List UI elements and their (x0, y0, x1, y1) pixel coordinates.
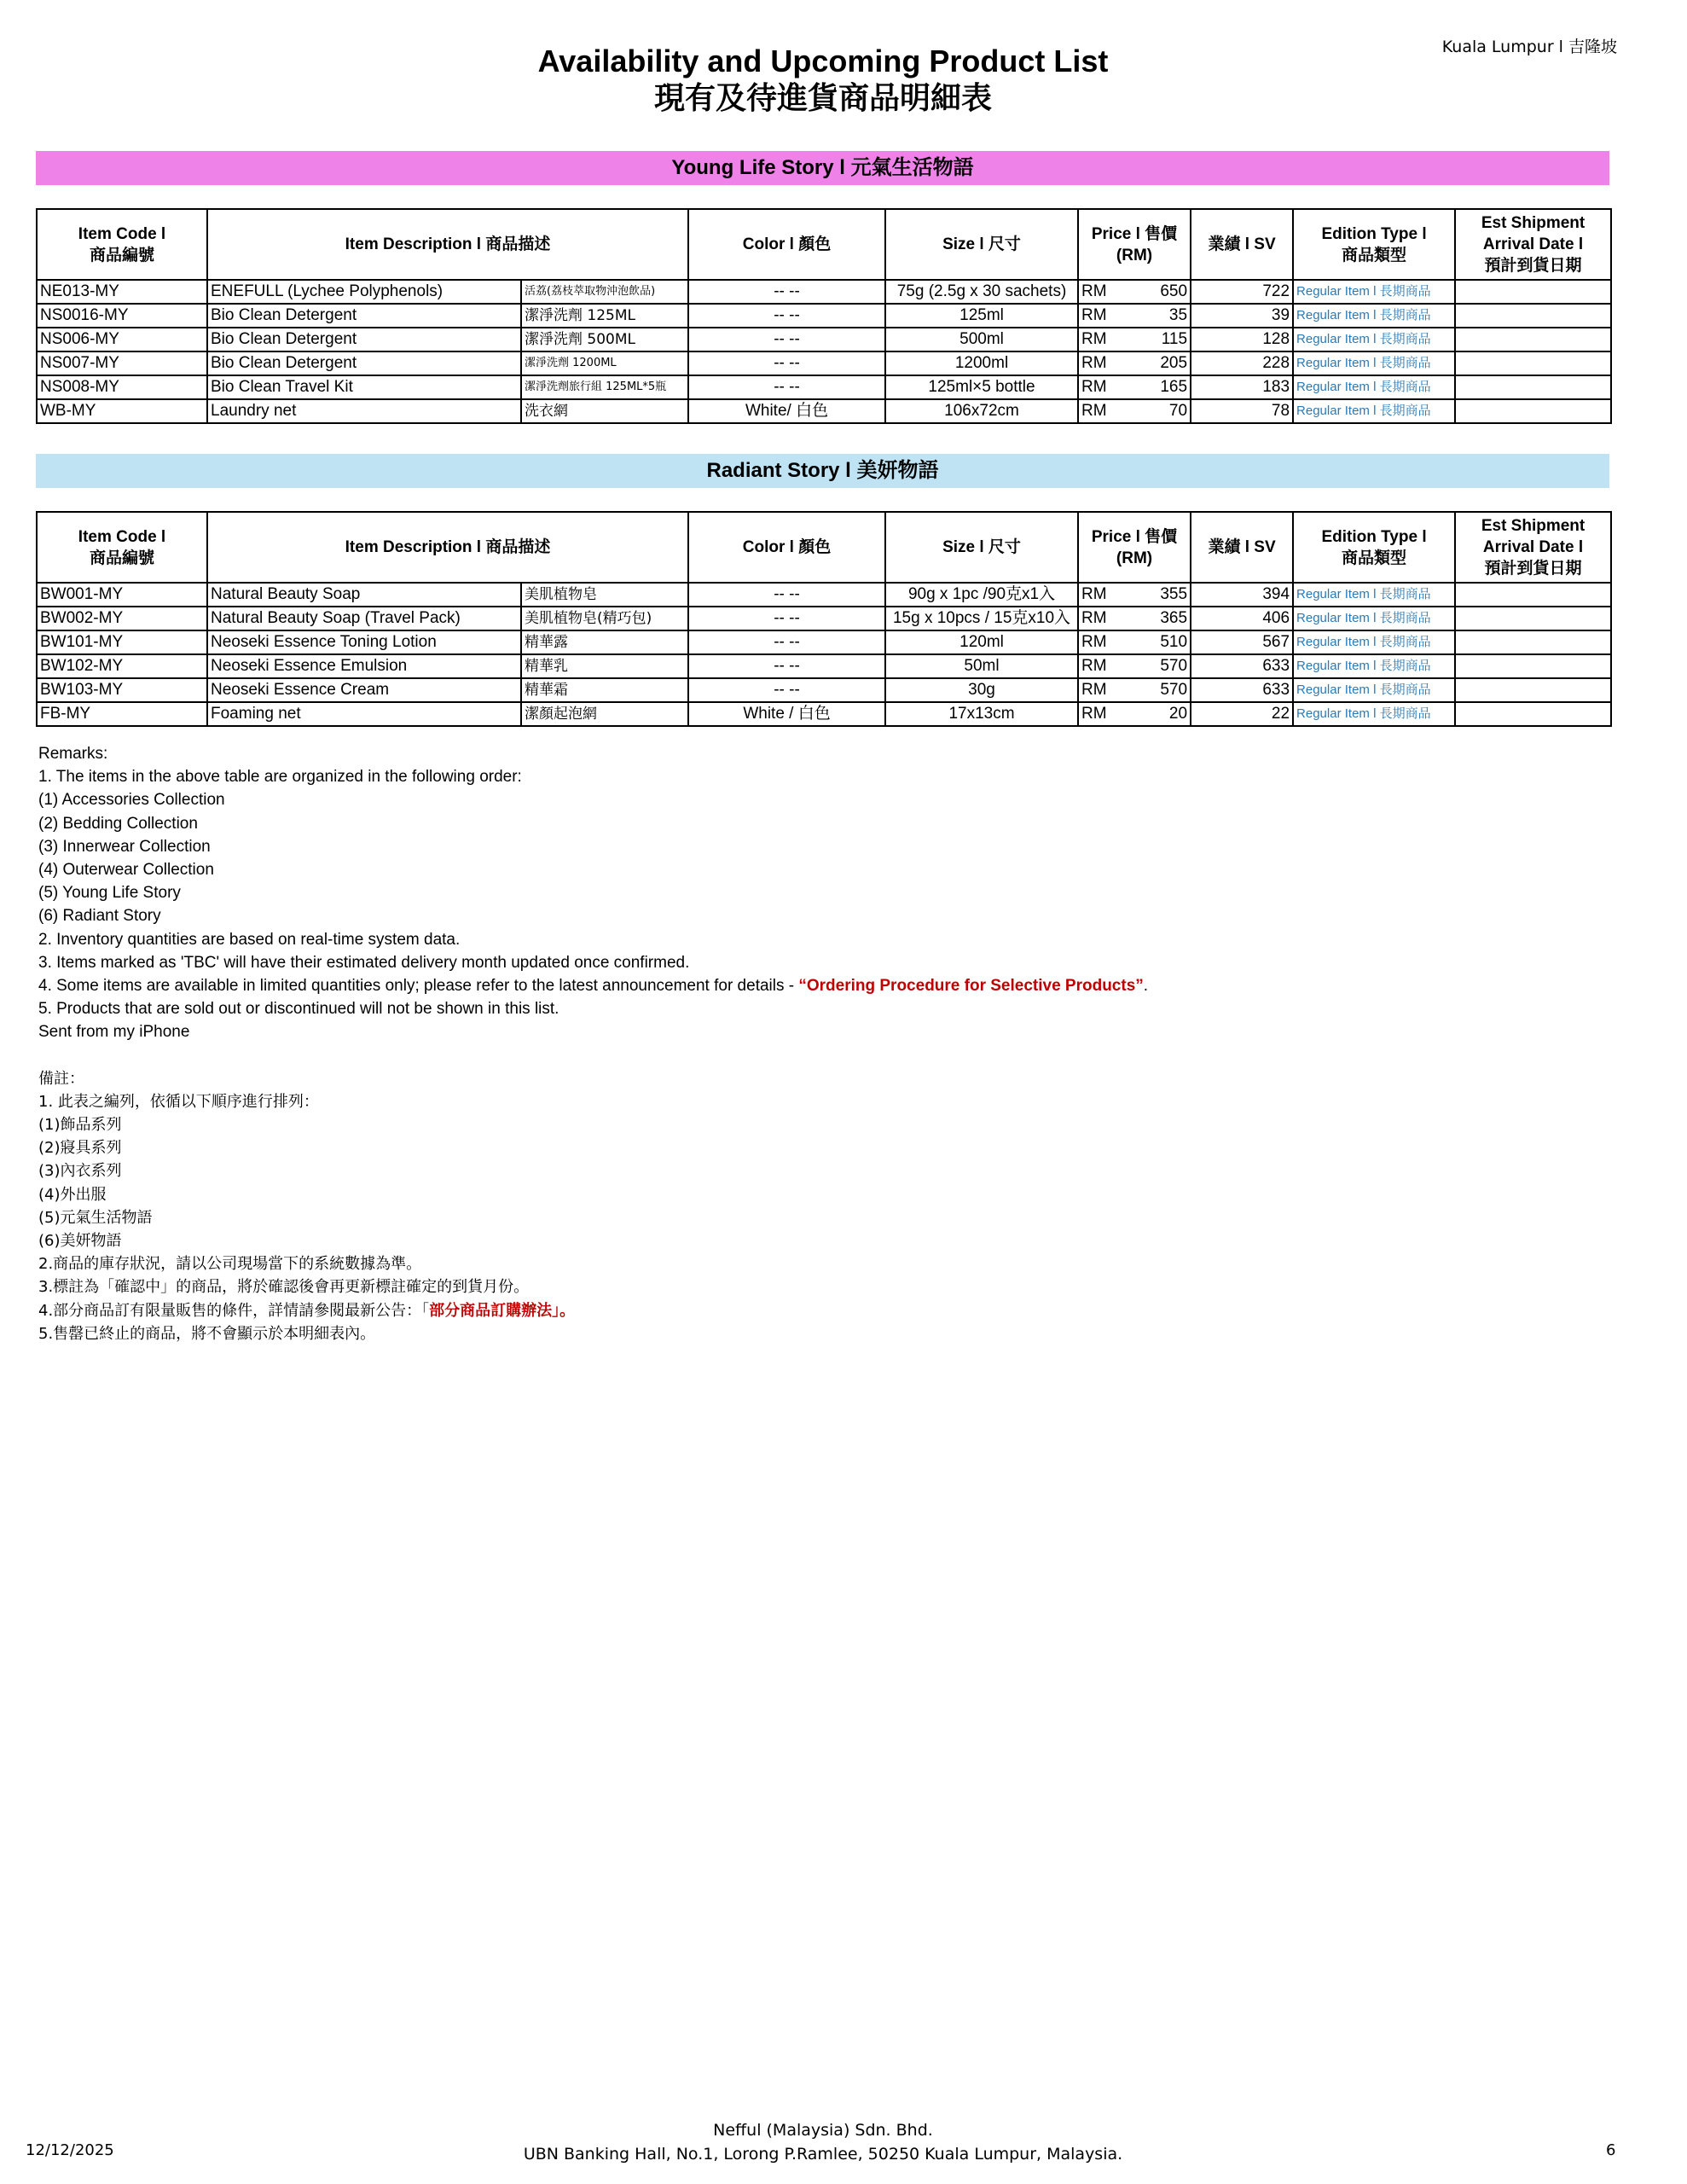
price-currency: RM (1078, 654, 1139, 678)
item-code: NS0016-MY (37, 304, 207, 328)
item-description-en: Neoseki Essence Cream (207, 678, 521, 702)
item-description-zh: 精華霜 (521, 678, 688, 702)
table-row (37, 630, 1611, 654)
header-price-line: (RM) (1116, 246, 1153, 264)
price-value: 650 (1139, 280, 1191, 304)
item-color: White / 白色 (688, 702, 885, 726)
item-size: 30g (885, 678, 1078, 702)
item-size: 15g x 10pcs / 15克x10入 (885, 607, 1078, 630)
ordering-procedure-link-zh[interactable]: 部分商品訂購辦法 (429, 1301, 553, 1320)
item-code: BW102-MY (37, 654, 207, 678)
edition-type: Regular Item l 長期商品 (1293, 304, 1455, 328)
remark-line: (3) Innerwear Collection (38, 837, 211, 856)
remark-line: 備註： (38, 1069, 84, 1088)
price-currency: RM (1078, 607, 1139, 630)
remark-line: 5. Products that are sold out or discontinued will not be shown in this list. (38, 1000, 559, 1019)
remark-4-zh-text: 4.部分商品訂有限量販售的條件，詳情請參閱最新公告：「 (38, 1301, 430, 1320)
price-currency: RM (1078, 630, 1139, 654)
edition-type: Regular Item l 長期商品 (1293, 351, 1455, 375)
header-row (37, 209, 1611, 280)
est-shipment (1455, 702, 1611, 726)
est-shipment (1455, 654, 1611, 678)
est-shipment (1455, 375, 1611, 399)
table-row (37, 351, 1611, 375)
header-item-description: Item Description l 商品描述 (207, 512, 688, 583)
remark-line: (1)飾品系列 (38, 1116, 122, 1134)
header-est-shipment (1455, 209, 1611, 280)
product-table-radiant (36, 511, 1612, 727)
price-currency: RM (1078, 399, 1139, 423)
item-description-en: Bio Clean Detergent (207, 304, 521, 328)
table-row (37, 304, 1611, 328)
section-bar-young-life: Young Life Story l 元氣生活物語 (36, 151, 1609, 185)
table-row (37, 702, 1611, 726)
sv-value: 228 (1191, 351, 1293, 375)
header-size: Size l 尺寸 (885, 512, 1078, 583)
price-value: 70 (1139, 399, 1191, 423)
remarks-english-tail (38, 997, 1148, 1043)
item-description-en: Neoseki Essence Toning Lotion (207, 630, 521, 654)
remark-line: 3.標註為「確認中」的商品，將於確認後會再更新標註確定的到貨月份。 (38, 1278, 530, 1297)
header-item-code (37, 209, 207, 280)
price-value: 165 (1139, 375, 1191, 399)
price-currency: RM (1078, 702, 1139, 726)
est-shipment (1455, 630, 1611, 654)
item-code: NS007-MY (37, 351, 207, 375)
item-description-en: Laundry net (207, 399, 521, 423)
price-currency: RM (1078, 375, 1139, 399)
item-description-en: Natural Beauty Soap (207, 583, 521, 607)
header-edition-type-line: 商品類型 (1342, 246, 1407, 264)
item-color: -- -- (688, 280, 885, 304)
edition-type: Regular Item l 長期商品 (1293, 678, 1455, 702)
item-size: 90g x 1pc /90克x1入 (885, 583, 1078, 607)
item-size: 50ml (885, 654, 1078, 678)
edition-type: Regular Item l 長期商品 (1293, 583, 1455, 607)
est-shipment (1455, 607, 1611, 630)
item-description-zh: 美肌植物皂 (521, 583, 688, 607)
header-est-shipment-line: 預計到貨日期 (1484, 257, 1582, 275)
header-item-code-line: Item Code l (78, 527, 166, 546)
item-code: FB-MY (37, 702, 207, 726)
header-price (1078, 512, 1191, 583)
remark-line: (5)元氣生活物語 (38, 1208, 153, 1227)
est-shipment (1455, 678, 1611, 702)
price-currency: RM (1078, 583, 1139, 607)
price-value: 570 (1139, 678, 1191, 702)
remark-line: 3. Items marked as 'TBC' will have their estimated delivery month updated once confirmed. (38, 953, 690, 972)
table-row (37, 328, 1611, 351)
price-value: 365 (1139, 607, 1191, 630)
remark-line: 2. Inventory quantities are based on real-time system data. (38, 930, 461, 949)
item-description-en: Bio Clean Detergent (207, 328, 521, 351)
item-description-en: ENEFULL (Lychee Polyphenols) (207, 280, 521, 304)
item-color: -- -- (688, 654, 885, 678)
price-currency: RM (1078, 328, 1139, 351)
header-item-description: Item Description l 商品描述 (207, 209, 688, 280)
header-edition-type-line: Edition Type l (1321, 224, 1427, 243)
remark-line: (5) Young Life Story (38, 884, 181, 903)
page-title (0, 43, 1646, 118)
table-row (37, 375, 1611, 399)
location-label: Kuala Lumpur l 吉隆坡 (1441, 38, 1617, 56)
header-sv: 業績 l SV (1191, 209, 1293, 280)
item-code: NE013-MY (37, 280, 207, 304)
header-item-code-line: 商品編號 (89, 549, 154, 567)
title-english: Availability and Upcoming Product List (537, 44, 1109, 78)
sv-value: 183 (1191, 375, 1293, 399)
remark-line: (3)內衣系列 (38, 1162, 122, 1181)
header-color: Color l 顏色 (688, 512, 885, 583)
item-color: -- -- (688, 304, 885, 328)
header-row (37, 512, 1611, 583)
header-edition-type-line: Edition Type l (1321, 527, 1427, 546)
item-color: -- -- (688, 630, 885, 654)
remark-4-chinese (38, 1299, 1148, 1322)
est-shipment (1455, 351, 1611, 375)
header-price-line: Price l 售價 (1091, 527, 1178, 546)
price-value: 510 (1139, 630, 1191, 654)
price-currency: RM (1078, 304, 1139, 328)
item-code: BW002-MY (37, 607, 207, 630)
header-price-line: Price l 售價 (1091, 224, 1178, 243)
item-color: -- -- (688, 351, 885, 375)
remark-4-english (38, 974, 1148, 997)
header-edition-type (1293, 512, 1455, 583)
item-code: BW103-MY (37, 678, 207, 702)
item-description-en: Bio Clean Detergent (207, 351, 521, 375)
item-color: -- -- (688, 607, 885, 630)
page-number: 6 (1606, 2141, 1616, 2159)
item-description-zh: 精華露 (521, 630, 688, 654)
item-color: -- -- (688, 328, 885, 351)
item-description-zh: 洗衣網 (521, 399, 688, 423)
item-color: White/ 白色 (688, 399, 885, 423)
header-est-shipment-line: Est Shipment (1481, 517, 1586, 535)
item-size: 120ml (885, 630, 1078, 654)
item-color: -- -- (688, 583, 885, 607)
item-size: 125ml (885, 304, 1078, 328)
item-code: BW001-MY (37, 583, 207, 607)
price-currency: RM (1078, 280, 1139, 304)
remark-4-text: 4. Some items are available in limited quantities only; please refer to the latest announcement for details - (38, 976, 799, 995)
header-price (1078, 209, 1191, 280)
item-description-zh: 美肌植物皂(精巧包) (521, 607, 688, 630)
remark-line: (1) Accessories Collection (38, 791, 225, 810)
header-item-code-line: Item Code l (78, 224, 166, 243)
price-value: 35 (1139, 304, 1191, 328)
est-shipment (1455, 399, 1611, 423)
sv-value: 78 (1191, 399, 1293, 423)
est-shipment (1455, 280, 1611, 304)
remark-4-end: . (1143, 976, 1149, 995)
remark-line: (4)外出服 (38, 1185, 107, 1204)
section-bar-radiant: Radiant Story l 美妍物語 (36, 454, 1609, 488)
item-description-zh: 潔淨洗劑 125ML (521, 304, 688, 328)
footer-company (0, 2118, 1646, 2166)
remark-line: Sent from my iPhone (38, 1023, 190, 1042)
item-color: -- -- (688, 678, 885, 702)
sv-value: 394 (1191, 583, 1293, 607)
item-description-zh: 精華乳 (521, 654, 688, 678)
sv-value: 128 (1191, 328, 1293, 351)
item-code: NS008-MY (37, 375, 207, 399)
edition-type: Regular Item l 長期商品 (1293, 607, 1455, 630)
sv-value: 722 (1191, 280, 1293, 304)
item-size: 106x72cm (885, 399, 1078, 423)
item-code: WB-MY (37, 399, 207, 423)
company-name: Nefful (Malaysia) Sdn. Bhd. (713, 2121, 933, 2140)
table-row (37, 607, 1611, 630)
header-est-shipment-line: 預計到貨日期 (1484, 560, 1582, 578)
header-edition-type-line: 商品類型 (1342, 549, 1407, 567)
table-row (37, 399, 1611, 423)
header-size: Size l 尺寸 (885, 209, 1078, 280)
header-est-shipment-line: Arrival Date l (1482, 235, 1584, 253)
est-shipment (1455, 304, 1611, 328)
table-row (37, 280, 1611, 304)
header-item-code-line: 商品編號 (89, 246, 154, 264)
item-description-zh: 潔顏起泡網 (521, 702, 688, 726)
remark-line: 1. 此表之編列，依循以下順序進行排列： (38, 1092, 319, 1111)
price-value: 115 (1139, 328, 1191, 351)
item-size: 17x13cm (885, 702, 1078, 726)
remarks-english (38, 742, 1148, 974)
item-description-zh: 活荔(荔枝萃取物沖泡飲品) (521, 280, 688, 304)
remark-line: (6) Radiant Story (38, 907, 161, 926)
product-table-young-life (36, 208, 1612, 424)
sv-value: 633 (1191, 654, 1293, 678)
remark-line: 2.商品的庫存狀況，請以公司現場當下的系統數據為準。 (38, 1255, 422, 1274)
est-shipment (1455, 583, 1611, 607)
header-est-shipment (1455, 512, 1611, 583)
edition-type: Regular Item l 長期商品 (1293, 399, 1455, 423)
footer-date: 12/12/2025 (26, 2141, 114, 2159)
header-item-code (37, 512, 207, 583)
item-size: 500ml (885, 328, 1078, 351)
sv-value: 567 (1191, 630, 1293, 654)
remark-line: (6)美妍物語 (38, 1231, 122, 1250)
item-description-zh: 潔淨洗劑 1200ML (521, 351, 688, 375)
item-size: 1200ml (885, 351, 1078, 375)
edition-type: Regular Item l 長期商品 (1293, 375, 1455, 399)
item-code: BW101-MY (37, 630, 207, 654)
remark-line: (2)寢具系列 (38, 1139, 122, 1158)
remark-4-zh-end: 」。 (552, 1301, 576, 1320)
remarks-block (38, 742, 1148, 1345)
header-price-line: (RM) (1116, 549, 1153, 567)
edition-type: Regular Item l 長期商品 (1293, 654, 1455, 678)
item-description-zh: 潔淨洗劑旅行組 125ML*5瓶 (521, 375, 688, 399)
edition-type: Regular Item l 長期商品 (1293, 702, 1455, 726)
table-row (37, 678, 1611, 702)
remark-line: (4) Outerwear Collection (38, 860, 214, 879)
title-chinese: 現有及待進貨商品明細表 (653, 81, 992, 116)
edition-type: Regular Item l 長期商品 (1293, 280, 1455, 304)
header-est-shipment-line: Arrival Date l (1482, 538, 1584, 556)
header-sv: 業績 l SV (1191, 512, 1293, 583)
item-size: 125ml×5 bottle (885, 375, 1078, 399)
item-color: -- -- (688, 375, 885, 399)
item-description-en: Neoseki Essence Emulsion (207, 654, 521, 678)
price-value: 20 (1139, 702, 1191, 726)
sv-value: 39 (1191, 304, 1293, 328)
remarks-chinese (38, 1067, 1148, 1299)
header-edition-type (1293, 209, 1455, 280)
item-description-zh: 潔淨洗劑 500ML (521, 328, 688, 351)
item-code: NS006-MY (37, 328, 207, 351)
price-currency: RM (1078, 678, 1139, 702)
item-description-en: Natural Beauty Soap (Travel Pack) (207, 607, 521, 630)
sv-value: 22 (1191, 702, 1293, 726)
table-row (37, 583, 1611, 607)
remark-line: Remarks: (38, 745, 108, 763)
est-shipment (1455, 328, 1611, 351)
edition-type: Regular Item l 長期商品 (1293, 328, 1455, 351)
header-est-shipment-line: Est Shipment (1481, 214, 1586, 232)
price-value: 355 (1139, 583, 1191, 607)
header-color: Color l 顏色 (688, 209, 885, 280)
edition-type: Regular Item l 長期商品 (1293, 630, 1455, 654)
price-value: 205 (1139, 351, 1191, 375)
price-value: 570 (1139, 654, 1191, 678)
remarks-spacer (38, 1043, 1148, 1066)
remark-line: (2) Bedding Collection (38, 814, 198, 833)
sv-value: 633 (1191, 678, 1293, 702)
remark-line: 1. The items in the above table are organized in the following order: (38, 768, 522, 787)
item-size: 75g (2.5g x 30 sachets) (885, 280, 1078, 304)
remark-5-chinese: 5.售罄已終止的商品，將不會顯示於本明細表內。 (38, 1324, 376, 1343)
item-description-en: Foaming net (207, 702, 521, 726)
item-description-en: Bio Clean Travel Kit (207, 375, 521, 399)
company-address: UBN Banking Hall, No.1, Lorong P.Ramlee, 50250 Kuala Lumpur, Malaysia. (523, 2145, 1123, 2164)
ordering-procedure-link[interactable]: “Ordering Procedure for Selective Products” (798, 976, 1144, 995)
table-row (37, 654, 1611, 678)
sv-value: 406 (1191, 607, 1293, 630)
price-currency: RM (1078, 351, 1139, 375)
